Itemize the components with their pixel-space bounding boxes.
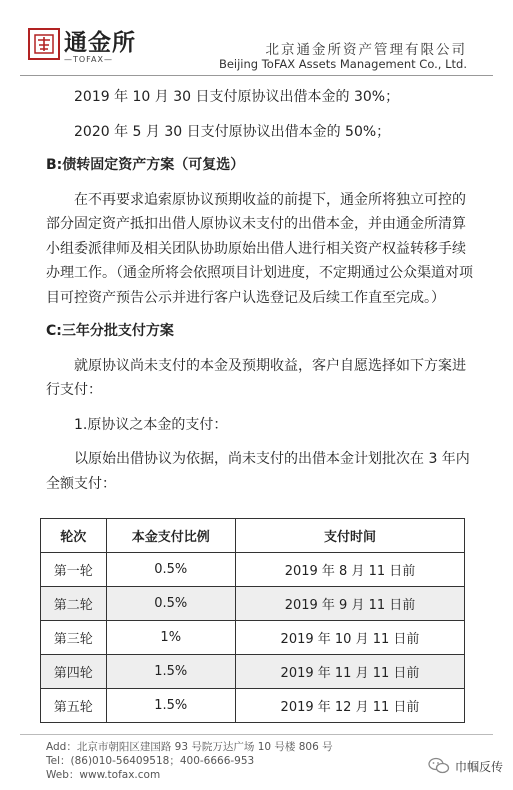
table-row — [41, 621, 465, 655]
header-divider — [20, 75, 493, 76]
cell-time: 2019 年 11 月 11 日前 — [235, 655, 464, 689]
footer-divider — [20, 734, 493, 735]
footer-tel: Tel：(86)010-56409518；400-6666-953 — [46, 755, 255, 767]
col-header-ratio: 本金支付比例 — [106, 519, 235, 553]
logo-seal-icon — [28, 28, 60, 60]
watermark-text: 巾帼反传 — [454, 759, 503, 774]
footer-address: Add：北京市朝阳区建国路 93 号院万达广场 10 号楼 806 号 — [46, 741, 333, 753]
watermark — [428, 757, 503, 775]
table-row — [41, 655, 465, 689]
cell-time: 2019 年 10 月 11 日前 — [235, 621, 464, 655]
cell-round: 第二轮 — [41, 587, 107, 621]
footer-web: Web：www.tofax.com — [46, 769, 161, 781]
cell-ratio: 1.5% — [106, 655, 235, 689]
cell-round: 第五轮 — [41, 689, 107, 723]
col-header-round: 轮次 — [41, 519, 107, 553]
document-footer — [46, 740, 333, 782]
section-b-paragraph: 在不再要求追索原协议预期收益的前提下，通金所将独立可控的部分固定资产抵扣出借人原协议未支付的出借本金，并由通金所清算小组委派律师及相关团队协助原始出借人进行相关资产权益转移手续办理工作。（通金所将会依照项目计划进度，不定期通过公众渠道对项目可控资产预告公示并进行客户认选登记及后续工作直至完成。） — [46, 191, 473, 306]
cell-ratio: 1% — [106, 621, 235, 655]
col-header-time: 支付时间 — [235, 519, 464, 553]
payment-schedule-table — [40, 518, 465, 723]
table-row — [41, 553, 465, 587]
cell-time: 2019 年 8 月 11 日前 — [235, 553, 464, 587]
cell-round: 第三轮 — [41, 621, 107, 655]
seal-glyph-icon — [33, 33, 55, 55]
logo-subtitle: —TOFAX— — [64, 55, 114, 64]
cell-time: 2019 年 12 月 11 日前 — [235, 689, 464, 723]
wechat-icon — [428, 757, 450, 775]
payment-line-2019: 2019 年 10 月 30 日支付原协议出借本金的 30%； — [74, 89, 400, 105]
document-header — [0, 0, 513, 78]
item-1-paragraph: 以原始出借协议为依据，尚未支付的出借本金计划批次在 3 年内全额支付： — [46, 451, 470, 492]
table-row — [41, 689, 465, 723]
cell-ratio: 1.5% — [106, 689, 235, 723]
table-header-row — [41, 519, 465, 553]
section-heading-b: B:债转固定资产方案（可复选） — [46, 157, 245, 173]
cell-round: 第一轮 — [41, 553, 107, 587]
company-name-cn: 北京通金所资产管理有限公司 — [265, 42, 467, 58]
company-name-en: Beijing ToFAX Assets Management Co., Ltd. — [218, 57, 467, 71]
cell-round: 第四轮 — [41, 655, 107, 689]
section-heading-c: C:三年分批支付方案 — [46, 323, 174, 339]
cell-ratio: 0.5% — [106, 587, 235, 621]
cell-time: 2019 年 9 月 11 日前 — [235, 587, 464, 621]
table-row — [41, 587, 465, 621]
payment-line-2020: 2020 年 5 月 30 日支付原协议出借本金的 50%； — [74, 123, 391, 140]
item-1-heading: 1.原协议之本金的支付： — [74, 416, 228, 433]
cell-ratio: 0.5% — [106, 553, 235, 587]
section-c-paragraph: 就原协议尚未支付的本金及预期收益，客户自愿选择如下方案进行支付： — [46, 357, 466, 398]
logo-text: 通金所 — [64, 29, 136, 56]
document-body — [46, 85, 476, 496]
